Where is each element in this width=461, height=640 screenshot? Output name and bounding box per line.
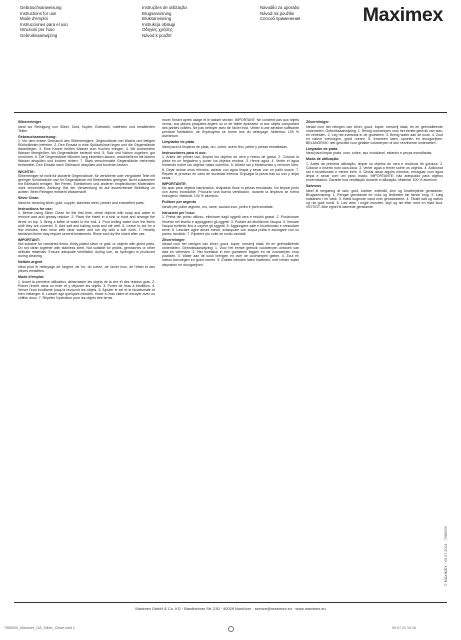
section-text: 1. Avant la première utilisation, débarrasser les objets de la cire et des résidus gras. 2. Placer l'insert dans un évier et y déposer les objets. 3. Porter de l'eau à ébullition. 4. Verser l'eau bouillante jusqu'à recouvrir les objets. 5. Ajouter le sel et le bicarbonate et bien mélanger. 6. Laisser agir quelques minutes, rincer à l'eau claire et essuyer avec un chiffon doux. 7. Répéter l'opération pour les objets très ternis. bbox=[18, 279, 155, 300]
section-text: Ideal for cleaning silver, gold, copper, stainless steel, pewter and enamelled parts. bbox=[18, 200, 145, 205]
section-text: Ideal para limpar prata, ouro, cobre, aço inoxidável, estanho e peças esmaltadas. bbox=[306, 151, 433, 156]
language-item: Instrucciones para el uso bbox=[20, 21, 68, 27]
section-heading: Modo de utilização: bbox=[306, 157, 340, 162]
section-text: Ideal para la limpieza de plata, oro, cobre, acero fino, peltre y piezas esmaltadas. bbox=[162, 144, 288, 149]
section-heading: Silver Clean bbox=[18, 196, 39, 201]
section-heading: Limpiador de plata bbox=[162, 140, 194, 145]
language-item: Mode d'emploi bbox=[20, 16, 48, 22]
section-text: 1. Antes del primer uso, limpiar los objetos de cera y restos de grasa. 2. Colocar la pieza en un fregadero y poner los objetos encima. 3. Hervir agua. 4. Verter el agua hirviendo sobre los objetos hasta cubrirlos. 5. Añadir sal y bicarbonato y remover bien. 6. Dejar actuar unos minutos, aclarar con agua limpia y secar con un paño suave. 7. Repetir el proceso en caso de suciedad intensa. Enjuagar la pieza tras su uso y dejar secar. bbox=[162, 155, 299, 180]
language-item: Navodilo za uporabo bbox=[260, 5, 300, 10]
language-item: Instrukcja obsługi bbox=[142, 21, 176, 27]
section-heading: Istruzioni per l'uso: bbox=[162, 210, 196, 215]
section-heading: Gebrauchsanweisung: bbox=[18, 134, 57, 139]
text-column-2 bbox=[162, 118, 299, 598]
section-text: Not suitable for varnished items, thinly plated silver or gold, or objects with glued parts. Do not clean together with stainless steel. Not suitable for pearls, gemstones or other delicate materials. Ensure adequate ventilation during use, as hydrogen is produced during cleaning. bbox=[18, 242, 155, 259]
section-heading: Silberreiniger bbox=[18, 120, 42, 124]
section-text: No apto para objetos barnizados, chapados finos ni piezas encoladas. No limpiar junto con acero inoxidable. Procurar una buena ventilación, durante la limpieza se forma hidrógeno. Material: 100 % aluminio. bbox=[162, 186, 299, 199]
section-text: Ideaal voor het reinigen van zilver, goud, koper, roestvrij staal, tin en geëmailleerde onderdelen. Gebruiksaanwijzing: 1. Voor het eerste gebruik voorwerpen ontdoen van was en vetresten. 2. Het inzetstuk in een gootsteen leggen en de voorwerpen erop plaatsen. 3. Water aan de kook brengen en over de voorwerpen gieten. 4. Zout en natron toevoegen en goed roeren. 5. Enkele minuten laten inwerken, met helder water afspoelen en droogwrijven. bbox=[162, 242, 299, 267]
section-heading: Zilverreiniger bbox=[162, 237, 185, 242]
section-text: 1. Vor dem ersten Gebrauch des Silberreinigers, Gegenstände von Wachs und fettigen Rückständen befreien. 2. Den Einsatz in eine Spülschüssel legen und die Gegenstände darauflegen. 3. Eine Kanne heißes Wasser zum Kochen bringen. 4. Mit kochendem Wasser übergießen, bis Gegenstände bedeckt sind. 5. Salz und Natron zugeben, gut umrühren. 6. Die Gegenstände Minuten lang einwirken lassen, anschließend mit klarem Wasser abspülen und trocken reiben. 7. Stark verschmutzte Gegenstände mehrmals behandeln. Den Einsatz nach Gebrauch abspülen und trocknen lassen. bbox=[18, 139, 155, 168]
language-item: Gebrauchsanweisung bbox=[20, 5, 62, 10]
vertical-article-code: © MAXIMEX · 09.07.2021 · 7985000 bbox=[444, 525, 448, 586]
print-slug-file: 7985000_Maximex_GA_Silber_Clean.indd 1 bbox=[4, 626, 75, 630]
language-item: Brugsanvisning bbox=[142, 10, 172, 16]
section-heading: IMPORTANT: bbox=[18, 237, 40, 242]
footer-address: Maximex GmbH & Co. KG · Bandheimer Str. 230 · 40029 Nordhorn · service@maximex.eu · www.maximex.eu bbox=[135, 606, 326, 611]
section-text: Idéal pour le nettoyage de l'argent, de l'or, du cuivre, de l'acier inox, de l'étain et des pièces émaillées. bbox=[18, 265, 155, 274]
language-item: Instructions for use bbox=[20, 10, 57, 16]
section-heading: Sølvrens bbox=[306, 184, 322, 189]
header-divider bbox=[14, 112, 447, 113]
section-text: Silberreiniger ist nicht für lackierte Gegenstände, für versilberte oder vergoldete Teile mit geringer Schichtdicke und für Gegenstände mit Klebestellen geeignet. Nicht zusammen mit Edelstahl reinigen. Bei Perlen, Edelsteinen und anderen empfindlichen Materialien nicht verwenden. Achtung: Bei der Verwendung ist auf ausreichende Belüftung zu achten. Beim Reinigen entsteht Wasserstoff. bbox=[18, 174, 155, 195]
language-item: Návod na použitie bbox=[260, 10, 295, 16]
brand-logo: Maximex bbox=[362, 4, 443, 26]
section-text: Ideale per pulire argento, oro, rame, acciaio inox, peltro e parti smaltate. bbox=[162, 204, 274, 209]
language-list-1 bbox=[20, 5, 68, 38]
language-list-2 bbox=[142, 5, 187, 38]
section-text: Ideal zur Reinigung von Silber, Gold, Kupfer, Edelstahl, rostfreien und emaillierten Teilen. bbox=[18, 124, 155, 133]
print-slug-date: 09.07.21 10:16 bbox=[392, 626, 416, 630]
language-item: Návod k použití bbox=[142, 32, 172, 38]
language-item: Bruksanvisning bbox=[142, 16, 172, 22]
section-text: Ideaal voor het reinigen van zilver, goud, koper, roestvrij staal, tin en geëmailleerde onderdelen. Gebruiksaanwijzing: 1. Reinig voorwerpen voor het eerste gebruik van was- en vetresten. 2. Leg het inzetstuk in de gootsteen. 3. Breng water aan de kook. 4. Zout en natron toevoegen, goed roeren. 5. Inwerken laten, spoelen en droogwrijven. BELANGRIJK: niet geschikt voor gelakte voorwerpen of dun verzilverde onderdelen. bbox=[306, 124, 443, 145]
section-heading: Limpador de prata bbox=[306, 146, 338, 151]
section-heading: Mode d'emploi: bbox=[18, 275, 45, 280]
registration-mark bbox=[228, 626, 234, 632]
section-heading: WICHTIG: bbox=[18, 169, 35, 174]
language-item: Gebruiksaanwijzing bbox=[20, 32, 58, 38]
section-heading: Pulitore per argento bbox=[162, 200, 197, 205]
language-item: Instruções de utilização bbox=[142, 5, 187, 10]
language-item: Οδηγίες χρήσης bbox=[142, 27, 173, 33]
language-item: Istruzioni per l'uso bbox=[20, 27, 55, 33]
section-heading: Instructions for use: bbox=[18, 206, 53, 211]
section-heading: Zilverreiniger bbox=[306, 120, 329, 124]
section-heading: Instrucciones para el uso: bbox=[162, 150, 207, 155]
footer-divider bbox=[14, 602, 447, 603]
text-column-3 bbox=[306, 118, 443, 588]
language-list-3 bbox=[260, 5, 300, 22]
text-column-1 bbox=[18, 118, 155, 598]
language-item: Способ применения bbox=[260, 16, 301, 22]
section-text: Ideel til rengøring af sølv, guld, kobber, edelstål, zinn og forarbejdede genstande. Brugsanvisning: 1. Rengør genstande for voks og fedtrester før første brug. 2. Læg indsatsen i en vask. 3. Hæld kogende vand over genstandene. 4. Tilsæt salt og natron og rør godt rundt. 5. Lad virke i nogle minutter, skyl og tør efter med en blød klud. VIGTIGT: Ikke egnet til lakerede genstande. bbox=[306, 188, 443, 209]
section-heading: IMPORTANTE: bbox=[162, 181, 187, 186]
section-heading: Nettoie-argent bbox=[18, 260, 43, 265]
section-text: 1. Antes da primeira utilização, limpar os objetos de cera e resíduos de gordura. 2. Colocar o inserto num lava-loiça. 3. Verter água a ferver sobre os objetos. 4. Adicionar sal e bicarbonato e mexer bem. 5. Deixar atuar alguns minutos, enxaguar com água limpa e secar com um pano macio. IMPORTANTE: não adequado para objetos envernizados. Garantir boa ventilação durante a utilização. Material: 100 % alumínio. bbox=[306, 161, 443, 183]
section-text: 1. Before using Silver Clean for the first time, clean objects with soap and water to remove wax and greasy residue. 2. Place the insert in a sink or bowl and arrange the items on top. 3. Bring a kettle of water to the boil. 4. Pour boiling water over the items until they are covered. 5. Add salt and baking soda and stir well. 6. Leave to act for a few minutes, then rinse with clear water and rub dry with a soft cloth. 7. Heavily tarnished items may require several treatments. Rinse and dry the insert after use. bbox=[18, 211, 155, 236]
section-text: 1. Prima del primo utilizzo, eliminare dagli oggetti cera e residui grassi. 2. Posizionare l'inserto nel lavello e appoggiarvi gli oggetti. 3. Portare ad ebollizione l'acqua. 4. Versare l'acqua bollente fino a coprire gli oggetti. 5. Aggiungere sale e bicarbonato e mescolare bene. 6. Lasciare agire alcuni minuti, sciacquare con acqua pulita e asciugare con un panno morbido. 7. Ripetere più volte se molto ossidati. bbox=[162, 215, 299, 236]
section-text: rincer l'insert après usage et le laisser sécher. IMPORTANT: Ne convient pas aux objets vernis, aux pièces plaquées argent ou or de faible épaisseur ni aux objets comportant des parties collées. Ne pas nettoyer avec de l'acier inox. Veiller à une aération suffisante pendant l'utilisation, de l'hydrogène se forme lors du nettoyage. Matériau: 100 % aluminium. bbox=[162, 118, 299, 139]
